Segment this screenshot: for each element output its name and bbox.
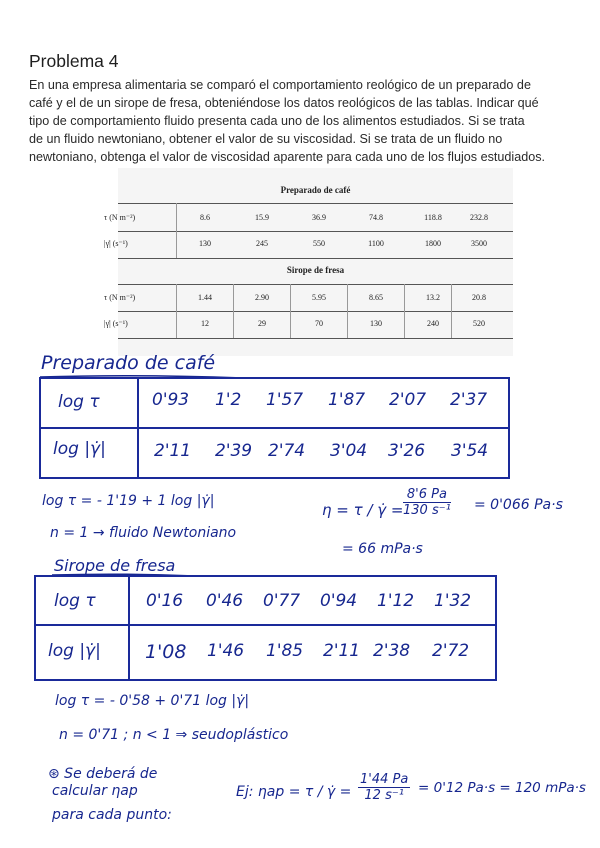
- viscosity-fraction: [403, 487, 451, 518]
- table-cell: 2'38: [373, 641, 411, 661]
- table-cell: 20.8: [472, 293, 486, 302]
- table-cell: 8.65: [369, 293, 383, 302]
- rate-label: |γ̇| (s⁻¹): [104, 239, 128, 248]
- statement-line: de un fluido newtoniano, obtener el valor de su viscosidad. Si se trata de un fluido no: [29, 132, 503, 146]
- table-cell: 1'57: [266, 390, 304, 410]
- table-cell: 15.9: [255, 213, 269, 222]
- table-cell: 2'11: [323, 641, 361, 661]
- table-cell: 5.95: [312, 293, 326, 302]
- syrup-rate-row: [104, 312, 513, 336]
- table-cell: 0'94: [320, 591, 358, 611]
- fraction-numerator: 8'6 Pa: [403, 487, 451, 503]
- table-cell: 2'37: [450, 390, 488, 410]
- problem-title: Problema 4: [29, 51, 119, 71]
- table-cell: 130: [199, 239, 211, 248]
- table-cell: 1100: [368, 239, 384, 248]
- table-cell: 1'46: [207, 641, 245, 661]
- fraction-denominator: 12 s⁻¹: [364, 788, 404, 803]
- table-cell: 118.8: [424, 213, 442, 222]
- table-cell: 1'08: [145, 641, 187, 663]
- table-cell: 29: [258, 319, 266, 328]
- table-cell: 1'12: [377, 591, 415, 611]
- table-cell: 1'85: [266, 641, 304, 661]
- example-formula: Ej: ηap = τ / γ̇ =: [236, 784, 352, 800]
- table-cell: 3'26: [388, 441, 426, 461]
- coffee-table-title: Preparado de café: [280, 185, 351, 195]
- problem-statement: [29, 76, 577, 166]
- table-cell: 0'16: [146, 591, 184, 611]
- row-label: log τ: [54, 591, 96, 611]
- table-cell: 8.6: [200, 213, 210, 222]
- viscosity-result: = 0'066 Pa·s: [474, 497, 563, 513]
- table-cell: 74.8: [369, 213, 383, 222]
- table-cell: 36.9: [312, 213, 326, 222]
- table-cell: 0'93: [152, 390, 190, 410]
- footnote-line: calcular ηap: [52, 783, 138, 799]
- table-cell: 2'72: [432, 641, 470, 661]
- table-cell: 2'74: [268, 441, 306, 461]
- syrup-stress-row: [104, 286, 513, 310]
- table-cell: 3'04: [330, 441, 368, 461]
- statement-line: café y el de un sirope de fresa, obteniéndose los datos reológicos de las tablas. Indicar qué: [29, 96, 539, 110]
- coffee-stress-row: [104, 206, 513, 230]
- fraction-denominator: 130 s⁻¹: [403, 503, 451, 518]
- footnote-line: para cada punto:: [52, 807, 172, 823]
- table-cell: 2'39: [215, 441, 253, 461]
- table-cell: 550: [313, 239, 325, 248]
- table-cell: 0'46: [206, 591, 244, 611]
- footnote-line: ⊛ Se deberá de: [48, 766, 158, 782]
- table-cell: 245: [256, 239, 268, 248]
- table-cell: 520: [473, 319, 485, 328]
- table-cell: 70: [315, 319, 323, 328]
- syrup-table-title: Sirope de fresa: [286, 265, 345, 275]
- table-divider: [128, 575, 130, 680]
- row-label: log τ: [58, 392, 100, 412]
- example-result: = 0'12 Pa·s = 120 mPa·s: [418, 780, 586, 796]
- row-label: log |γ̇|: [48, 641, 101, 661]
- stress-label: τ (N m⁻²): [104, 293, 136, 302]
- table-cell: 1'87: [328, 390, 366, 410]
- table-cell: 2.90: [255, 293, 269, 302]
- statement-line: En una empresa alimentaria se comparó el comportamiento reológico de un preparado de: [29, 78, 531, 92]
- table-cell: 240: [427, 319, 439, 328]
- syrup-heading: Sirope de fresa: [54, 556, 176, 575]
- table-cell: 3'54: [451, 441, 489, 461]
- printed-data-tables: [104, 168, 513, 356]
- statement-line: tipo de comportamiento fluido presenta cada uno de los alimentos estudiados. Si se trata: [29, 114, 525, 128]
- table-cell: 1'32: [434, 591, 472, 611]
- table-cell: 130: [370, 319, 382, 328]
- statement-line: newtoniano, obtenga el valor de viscosidad aparente para cada uno de los flujos estudiados.: [29, 150, 545, 164]
- fraction-numerator: 1'44 Pa: [360, 772, 409, 787]
- viscosity-formula: η = τ / γ̇ =: [322, 501, 404, 519]
- table-cell: 1800: [425, 239, 441, 248]
- table-cell: 1.44: [198, 293, 212, 302]
- table-divider: [39, 427, 509, 429]
- viscosity-mpa: = 66 mPa·s: [342, 541, 423, 557]
- row-label: log |γ̇|: [53, 439, 106, 459]
- coffee-rate-row: [104, 232, 513, 256]
- table-cell: 232.8: [470, 213, 488, 222]
- table-cell: 13.2: [426, 293, 440, 302]
- coffee-fit-equation: log τ = - 1'19 + 1 log |γ̇|: [42, 493, 215, 509]
- table-cell: 1'2: [215, 390, 242, 410]
- syrup-fit-equation: log τ = - 0'58 + 0'71 log |γ̇|: [55, 693, 250, 709]
- table-cell: 2'07: [389, 390, 427, 410]
- syrup-n-conclusion: n = 0'71 ; n < 1 ⇒ seudoplástico: [59, 727, 289, 743]
- coffee-heading: Preparado de café: [41, 352, 216, 374]
- rate-label: |γ̇| (s⁻¹): [104, 319, 128, 328]
- stress-label: τ (N m⁻²): [104, 213, 136, 222]
- table-divider: [34, 624, 496, 626]
- table-cell: 0'77: [263, 591, 301, 611]
- example-fraction: [358, 772, 410, 803]
- table-cell: 2'11: [154, 441, 192, 461]
- table-cell: 12: [201, 319, 209, 328]
- table-cell: 3500: [471, 239, 487, 248]
- coffee-n-conclusion: n = 1 → fluido Newtoniano: [50, 525, 237, 541]
- table-divider: [137, 377, 139, 478]
